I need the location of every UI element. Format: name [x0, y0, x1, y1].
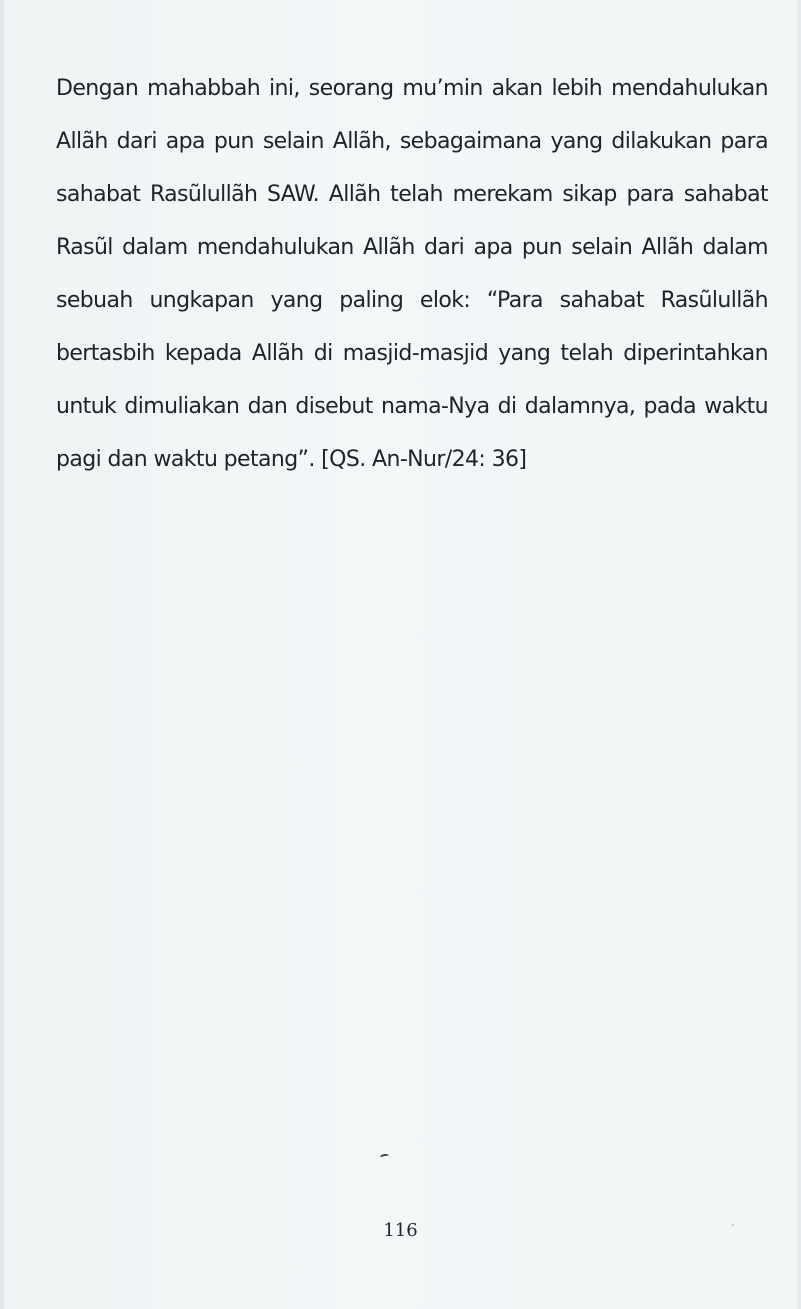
paragraph-line: pagi dan waktu petang”. [QS. An-Nur/24: 36] — [56, 447, 527, 472]
ink-mark — [380, 1153, 390, 1159]
paragraph-line: sahabat Rasũlullãh SAW. Allãh telah merekam sikap para sahabat — [56, 182, 768, 207]
paragraph-line: untuk dimuliakan dan disebut nama-Nya di dalamnya, pada waktu — [56, 394, 768, 419]
paragraph-line: bertasbih kepada Allãh di masjid-masjid yang telah diperintahkan — [56, 341, 768, 366]
body-paragraph — [56, 62, 768, 486]
paragraph-line: sebuah ungkapan yang paling elok: “Para sahabat Rasũlullãh — [56, 288, 768, 313]
paragraph-line: Allãh dari apa pun selain Allãh, sebagaimana yang dilakukan para — [56, 129, 768, 154]
paragraph-line: Rasũl dalam mendahulukan Allãh dari apa pun selain Allãh dalam — [56, 235, 768, 260]
scan-edge-left — [0, 0, 4, 1309]
scan-edge-right — [797, 0, 801, 1309]
page-number: 116 — [383, 1220, 418, 1241]
scan-speck — [732, 1224, 734, 1226]
paragraph-line: Dengan mahabbah ini, seorang mu’min akan lebih mendahulukan — [56, 76, 768, 101]
